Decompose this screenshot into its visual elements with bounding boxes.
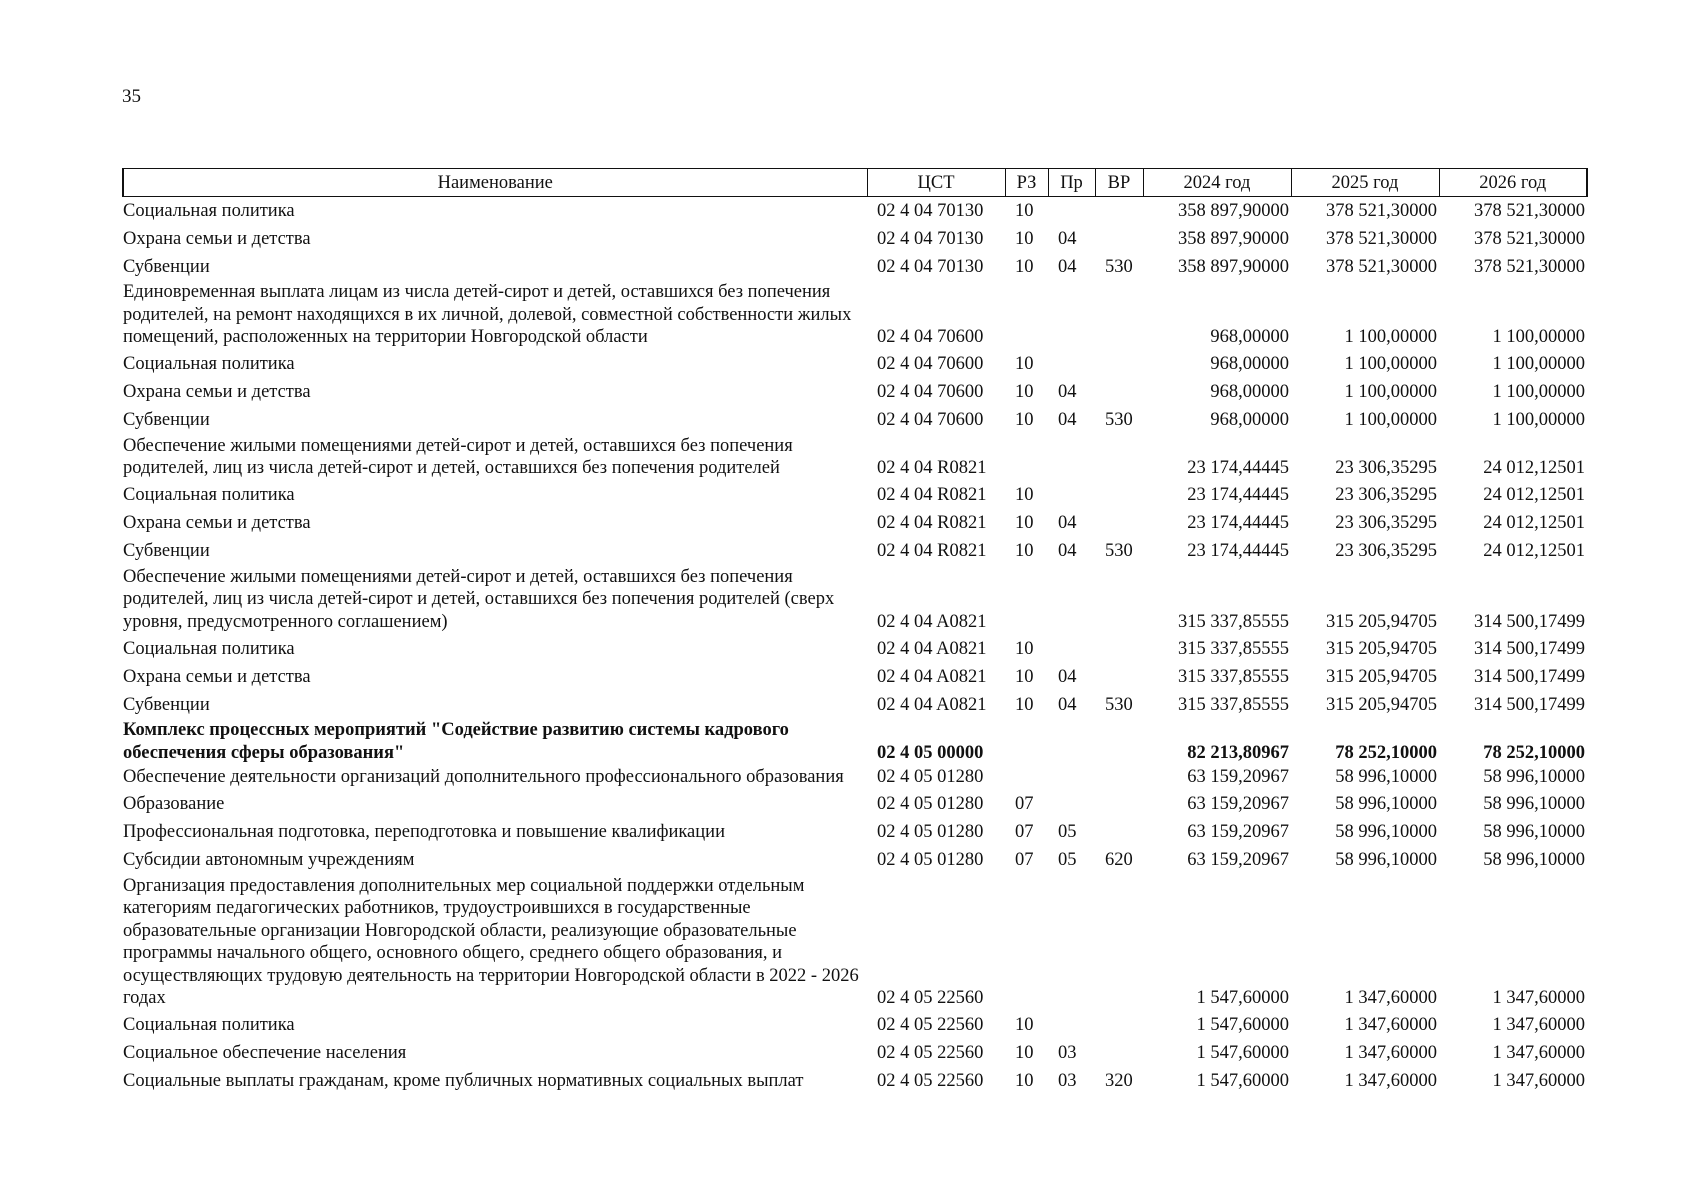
cell-2025: 1 347,60000 xyxy=(1344,988,1437,1008)
cell-pr xyxy=(1048,482,1095,510)
cell-2026: 58 996,10000 xyxy=(1483,794,1585,815)
cell-2026: 58 996,10000 xyxy=(1483,822,1585,843)
header-name: Наименование xyxy=(123,169,867,197)
cell-2024: 315 337,85555 xyxy=(1178,694,1289,715)
cell-name: Социальные выплаты гражданам, кроме публичных нормативных социальных выплат xyxy=(123,1071,804,1092)
cell-pr xyxy=(1048,435,1095,482)
cell-2025: 1 347,60000 xyxy=(1344,1015,1437,1036)
cell-name: Субвенции xyxy=(123,694,210,715)
cell-2024: 358 897,90000 xyxy=(1178,200,1289,221)
budget-table xyxy=(122,168,1588,1096)
cell-cst: 02 4 04 A0821 xyxy=(877,638,987,659)
cell-2025: 58 996,10000 xyxy=(1335,850,1437,871)
cell-name: Субвенции xyxy=(123,541,210,562)
cell-pr: 05 xyxy=(1058,822,1077,843)
cell-cst: 02 4 05 01280 xyxy=(877,850,984,871)
cell-2026: 1 100,00000 xyxy=(1492,382,1585,403)
table-row xyxy=(123,635,1587,663)
table-row xyxy=(123,482,1587,510)
cell-cst: 02 4 04 70600 xyxy=(877,382,984,403)
table-row xyxy=(123,351,1587,379)
cell-name: Социальная политика xyxy=(123,638,295,659)
cell-2025: 23 306,35295 xyxy=(1335,541,1437,562)
cell-pr: 04 xyxy=(1058,666,1077,687)
cell-cst: 02 4 04 70600 xyxy=(877,327,984,347)
cell-pr: 03 xyxy=(1058,1071,1077,1092)
cell-2025: 1 100,00000 xyxy=(1344,382,1437,403)
cell-rz xyxy=(1005,566,1048,636)
cell-2026: 58 996,10000 xyxy=(1483,850,1585,871)
table-row xyxy=(123,281,1587,351)
cell-vr: 530 xyxy=(1105,256,1133,277)
cell-2025: 315 205,94705 xyxy=(1326,638,1437,659)
cell-vr xyxy=(1095,875,1143,1012)
cell-2025: 23 306,35295 xyxy=(1335,458,1437,478)
cell-rz xyxy=(1005,281,1048,351)
header-cst: ЦСТ xyxy=(867,169,1005,197)
cell-2025: 23 306,35295 xyxy=(1335,513,1437,534)
table-row xyxy=(123,875,1587,1012)
cell-2025: 378 521,30000 xyxy=(1326,200,1437,221)
header-2024: 2024 год xyxy=(1143,169,1291,197)
cell-rz: 10 xyxy=(1015,513,1034,534)
cell-2026: 378 521,30000 xyxy=(1474,256,1585,277)
cell-rz xyxy=(1005,435,1048,482)
cell-2025: 378 521,30000 xyxy=(1326,228,1437,249)
table-row xyxy=(123,766,1587,791)
cell-rz: 10 xyxy=(1015,382,1034,403)
cell-2024: 23 174,44445 xyxy=(1187,458,1289,478)
cell-pr: 04 xyxy=(1058,256,1077,277)
cell-rz: 07 xyxy=(1015,794,1034,815)
cell-2026: 58 996,10000 xyxy=(1483,767,1585,787)
cell-2024: 63 159,20967 xyxy=(1187,822,1289,843)
cell-name: Социальное обеспечение населения xyxy=(123,1043,407,1064)
cell-2024: 315 337,85555 xyxy=(1178,611,1289,632)
cell-2024: 63 159,20967 xyxy=(1187,850,1289,871)
cell-2024: 1 547,60000 xyxy=(1196,1071,1289,1092)
cell-vr xyxy=(1095,663,1143,691)
cell-rz: 10 xyxy=(1015,1015,1034,1036)
table-row xyxy=(123,791,1587,819)
cell-2025: 58 996,10000 xyxy=(1335,767,1437,787)
cell-2026: 314 500,17499 xyxy=(1474,638,1585,659)
header-2025: 2025 год xyxy=(1291,169,1439,197)
cell-pr xyxy=(1048,566,1095,636)
cell-rz: 10 xyxy=(1015,485,1034,506)
cell-rz: 07 xyxy=(1015,822,1034,843)
cell-2025: 1 347,60000 xyxy=(1344,1043,1437,1064)
cell-vr xyxy=(1095,635,1143,663)
cell-2025: 378 521,30000 xyxy=(1326,256,1437,277)
cell-pr: 03 xyxy=(1058,1043,1077,1064)
cell-2024: 968,00000 xyxy=(1210,354,1289,375)
cell-name: Социальная политика xyxy=(123,485,295,506)
cell-vr: 320 xyxy=(1105,1071,1133,1092)
cell-vr xyxy=(1095,351,1143,379)
cell-2026: 378 521,30000 xyxy=(1474,228,1585,249)
cell-vr xyxy=(1095,225,1143,253)
cell-cst: 02 4 05 00000 xyxy=(877,742,984,763)
cell-vr: 530 xyxy=(1105,541,1133,562)
cell-rz: 10 xyxy=(1015,541,1034,562)
cell-vr xyxy=(1095,482,1143,510)
cell-rz xyxy=(1005,766,1048,791)
cell-cst: 02 4 05 22560 xyxy=(877,1043,984,1064)
cell-rz: 10 xyxy=(1015,1043,1034,1064)
cell-rz: 10 xyxy=(1015,1071,1034,1092)
cell-cst: 02 4 04 70600 xyxy=(877,410,984,431)
cell-vr xyxy=(1095,566,1143,636)
cell-2026: 24 012,12501 xyxy=(1483,458,1585,478)
cell-name: Социальная политика xyxy=(123,1015,295,1036)
cell-2025: 1 100,00000 xyxy=(1344,410,1437,431)
cell-2025: 1 347,60000 xyxy=(1344,1071,1437,1092)
cell-2026: 1 100,00000 xyxy=(1492,327,1585,347)
cell-cst: 02 4 04 R0821 xyxy=(877,485,987,506)
header-pr: Пр xyxy=(1048,169,1095,197)
cell-name: Обеспечение жилыми помещениями детей-сирот и детей, оставшихся без попечения родителей, лиц из числа детей-сирот и детей, оставшихся без попечения родителей xyxy=(123,435,793,478)
cell-2024: 1 547,60000 xyxy=(1196,988,1289,1008)
cell-2024: 358 897,90000 xyxy=(1178,256,1289,277)
cell-pr xyxy=(1048,875,1095,1012)
cell-vr xyxy=(1095,379,1143,407)
table-row xyxy=(123,510,1587,538)
cell-pr xyxy=(1048,197,1095,226)
cell-rz: 10 xyxy=(1015,638,1034,659)
cell-vr xyxy=(1095,197,1143,226)
cell-2024: 1 547,60000 xyxy=(1196,1043,1289,1064)
table-row xyxy=(123,663,1587,691)
cell-pr xyxy=(1048,281,1095,351)
cell-rz: 10 xyxy=(1015,410,1034,431)
cell-2026: 1 347,60000 xyxy=(1492,1071,1585,1092)
cell-name: Профессиональная подготовка, переподготовка и повышение квалификации xyxy=(123,822,725,843)
table-row xyxy=(123,1068,1587,1096)
cell-name: Субвенции xyxy=(123,256,210,277)
cell-name: Обеспечение жилыми помещениями детей-сирот и детей, оставшихся без попечения родителей, лиц из числа детей-сирот и детей, оставшихся без попечения родителей (сверх уровня, предусмотренного соглашением) xyxy=(123,566,835,632)
cell-cst: 02 4 05 01280 xyxy=(877,822,984,843)
cell-vr xyxy=(1095,510,1143,538)
cell-2026: 378 521,30000 xyxy=(1474,200,1585,221)
cell-2024: 23 174,44445 xyxy=(1187,541,1289,562)
table-row xyxy=(123,253,1587,281)
cell-cst: 02 4 04 A0821 xyxy=(877,666,987,687)
cell-2024: 82 213,80967 xyxy=(1187,742,1289,763)
cell-2026: 1 100,00000 xyxy=(1492,410,1585,431)
cell-cst: 02 4 04 70130 xyxy=(877,228,984,249)
cell-2025: 58 996,10000 xyxy=(1335,822,1437,843)
cell-2024: 63 159,20967 xyxy=(1187,794,1289,815)
cell-vr xyxy=(1095,281,1143,351)
cell-2024: 968,00000 xyxy=(1210,410,1289,431)
cell-rz: 10 xyxy=(1015,694,1034,715)
table-row xyxy=(123,847,1587,875)
cell-pr xyxy=(1048,351,1095,379)
cell-vr: 620 xyxy=(1105,850,1133,871)
cell-2026: 314 500,17499 xyxy=(1474,694,1585,715)
cell-cst: 02 4 04 70130 xyxy=(877,256,984,277)
cell-pr xyxy=(1048,1012,1095,1040)
table-row xyxy=(123,225,1587,253)
cell-rz: 10 xyxy=(1015,354,1034,375)
cell-rz: 07 xyxy=(1015,850,1034,871)
cell-2026: 1 347,60000 xyxy=(1492,1015,1585,1036)
header-vr: ВР xyxy=(1095,169,1143,197)
cell-pr: 04 xyxy=(1058,382,1077,403)
table-row xyxy=(123,1040,1587,1068)
header-2026: 2026 год xyxy=(1439,169,1587,197)
cell-vr xyxy=(1095,435,1143,482)
cell-2026: 24 012,12501 xyxy=(1483,513,1585,534)
cell-name: Охрана семьи и детства xyxy=(123,228,311,249)
table-row xyxy=(123,379,1587,407)
cell-pr xyxy=(1048,791,1095,819)
cell-cst: 02 4 05 01280 xyxy=(877,794,984,815)
cell-2026: 1 347,60000 xyxy=(1492,1043,1585,1064)
cell-vr xyxy=(1095,1040,1143,1068)
cell-cst: 02 4 04 A0821 xyxy=(877,611,987,632)
cell-pr xyxy=(1048,766,1095,791)
cell-2026: 314 500,17499 xyxy=(1474,666,1585,687)
cell-pr xyxy=(1048,635,1095,663)
cell-name: Образование xyxy=(123,794,225,815)
cell-2025: 1 100,00000 xyxy=(1344,354,1437,375)
cell-name: Социальная политика xyxy=(123,200,295,221)
cell-pr: 04 xyxy=(1058,228,1077,249)
cell-pr: 05 xyxy=(1058,850,1077,871)
cell-2025: 315 205,94705 xyxy=(1326,611,1437,632)
cell-pr: 04 xyxy=(1058,410,1077,431)
cell-vr xyxy=(1095,719,1143,766)
cell-2024: 968,00000 xyxy=(1210,327,1289,347)
table-row xyxy=(123,538,1587,566)
cell-name: Охрана семьи и детства xyxy=(123,382,311,403)
cell-vr xyxy=(1095,1012,1143,1040)
cell-cst: 02 4 04 R0821 xyxy=(877,458,987,478)
table-row xyxy=(123,719,1587,766)
page-number: 35 xyxy=(122,86,141,107)
header-rz: РЗ xyxy=(1005,169,1048,197)
cell-name: Охрана семьи и детства xyxy=(123,666,311,687)
cell-2024: 23 174,44445 xyxy=(1187,485,1289,506)
cell-2025: 23 306,35295 xyxy=(1335,485,1437,506)
cell-name: Социальная политика xyxy=(123,354,295,375)
cell-2026: 78 252,10000 xyxy=(1483,742,1585,763)
header-row xyxy=(123,169,1587,197)
cell-vr: 530 xyxy=(1105,694,1133,715)
cell-2024: 968,00000 xyxy=(1210,382,1289,403)
cell-2025: 58 996,10000 xyxy=(1335,794,1437,815)
cell-rz: 10 xyxy=(1015,228,1034,249)
cell-2024: 315 337,85555 xyxy=(1178,638,1289,659)
cell-pr: 04 xyxy=(1058,694,1077,715)
cell-pr xyxy=(1048,719,1095,766)
cell-vr: 530 xyxy=(1105,410,1133,431)
cell-cst: 02 4 04 R0821 xyxy=(877,541,987,562)
cell-name: Единовременная выплата лицам из числа детей-сирот и детей, оставшихся без попечения родителей, на ремонт находящихся в их личной, долевой, совместной собственности жилых помещений, расположенных на территории Новгородской области xyxy=(123,282,852,347)
cell-2024: 315 337,85555 xyxy=(1178,666,1289,687)
cell-name: Субвенции xyxy=(123,410,210,431)
cell-name: Организация предоставления дополнительных мер социальной поддержки отдельным категориям педагогических работников, трудоустроившихся в государственные образовательные организации Новгородской области, реализующие образовательные программы начального общего, основного общего, среднего общего образования, и осуществляющих трудовую деятельность на территории Новгородской области в 2022 - 2026 годах xyxy=(123,875,859,1008)
cell-cst: 02 4 04 R0821 xyxy=(877,513,987,534)
cell-name: Субсидии автономным учреждениям xyxy=(123,850,415,871)
cell-pr: 04 xyxy=(1058,513,1077,534)
cell-rz: 10 xyxy=(1015,200,1034,221)
cell-name: Обеспечение деятельности организаций дополнительного профессионального образования xyxy=(123,767,844,787)
cell-rz: 10 xyxy=(1015,666,1034,687)
table-row xyxy=(123,819,1587,847)
cell-2025: 1 100,00000 xyxy=(1344,327,1437,347)
cell-cst: 02 4 05 22560 xyxy=(877,1015,984,1036)
cell-rz xyxy=(1005,875,1048,1012)
table-row xyxy=(123,691,1587,719)
cell-rz xyxy=(1005,719,1048,766)
table-row xyxy=(123,407,1587,435)
cell-2025: 315 205,94705 xyxy=(1326,666,1437,687)
table-row xyxy=(123,435,1587,482)
cell-cst: 02 4 04 70130 xyxy=(877,200,984,221)
cell-2024: 23 174,44445 xyxy=(1187,513,1289,534)
cell-vr xyxy=(1095,819,1143,847)
cell-2025: 78 252,10000 xyxy=(1335,742,1437,763)
cell-cst: 02 4 05 01280 xyxy=(877,767,984,787)
cell-2026: 1 100,00000 xyxy=(1492,354,1585,375)
cell-2024: 1 547,60000 xyxy=(1196,1015,1289,1036)
cell-vr xyxy=(1095,791,1143,819)
cell-2024: 358 897,90000 xyxy=(1178,228,1289,249)
cell-vr xyxy=(1095,766,1143,791)
cell-name: Комплекс процессных мероприятий "Содействие развитию системы кадрового обеспечения сферы образования" xyxy=(123,720,789,763)
table-row xyxy=(123,1012,1587,1040)
cell-cst: 02 4 04 A0821 xyxy=(877,694,987,715)
table-body xyxy=(123,197,1587,1096)
cell-cst: 02 4 04 70600 xyxy=(877,354,984,375)
cell-2026: 24 012,12501 xyxy=(1483,485,1585,506)
cell-2026: 24 012,12501 xyxy=(1483,541,1585,562)
cell-cst: 02 4 05 22560 xyxy=(877,988,984,1008)
cell-2024: 63 159,20967 xyxy=(1187,767,1289,787)
table-row xyxy=(123,566,1587,636)
cell-2026: 1 347,60000 xyxy=(1492,988,1585,1008)
cell-cst: 02 4 05 22560 xyxy=(877,1071,984,1092)
table-header xyxy=(123,169,1587,197)
cell-2025: 315 205,94705 xyxy=(1326,694,1437,715)
cell-2026: 314 500,17499 xyxy=(1474,611,1585,632)
table-row xyxy=(123,197,1587,226)
cell-name: Охрана семьи и детства xyxy=(123,513,311,534)
cell-rz: 10 xyxy=(1015,256,1034,277)
cell-pr: 04 xyxy=(1058,541,1077,562)
